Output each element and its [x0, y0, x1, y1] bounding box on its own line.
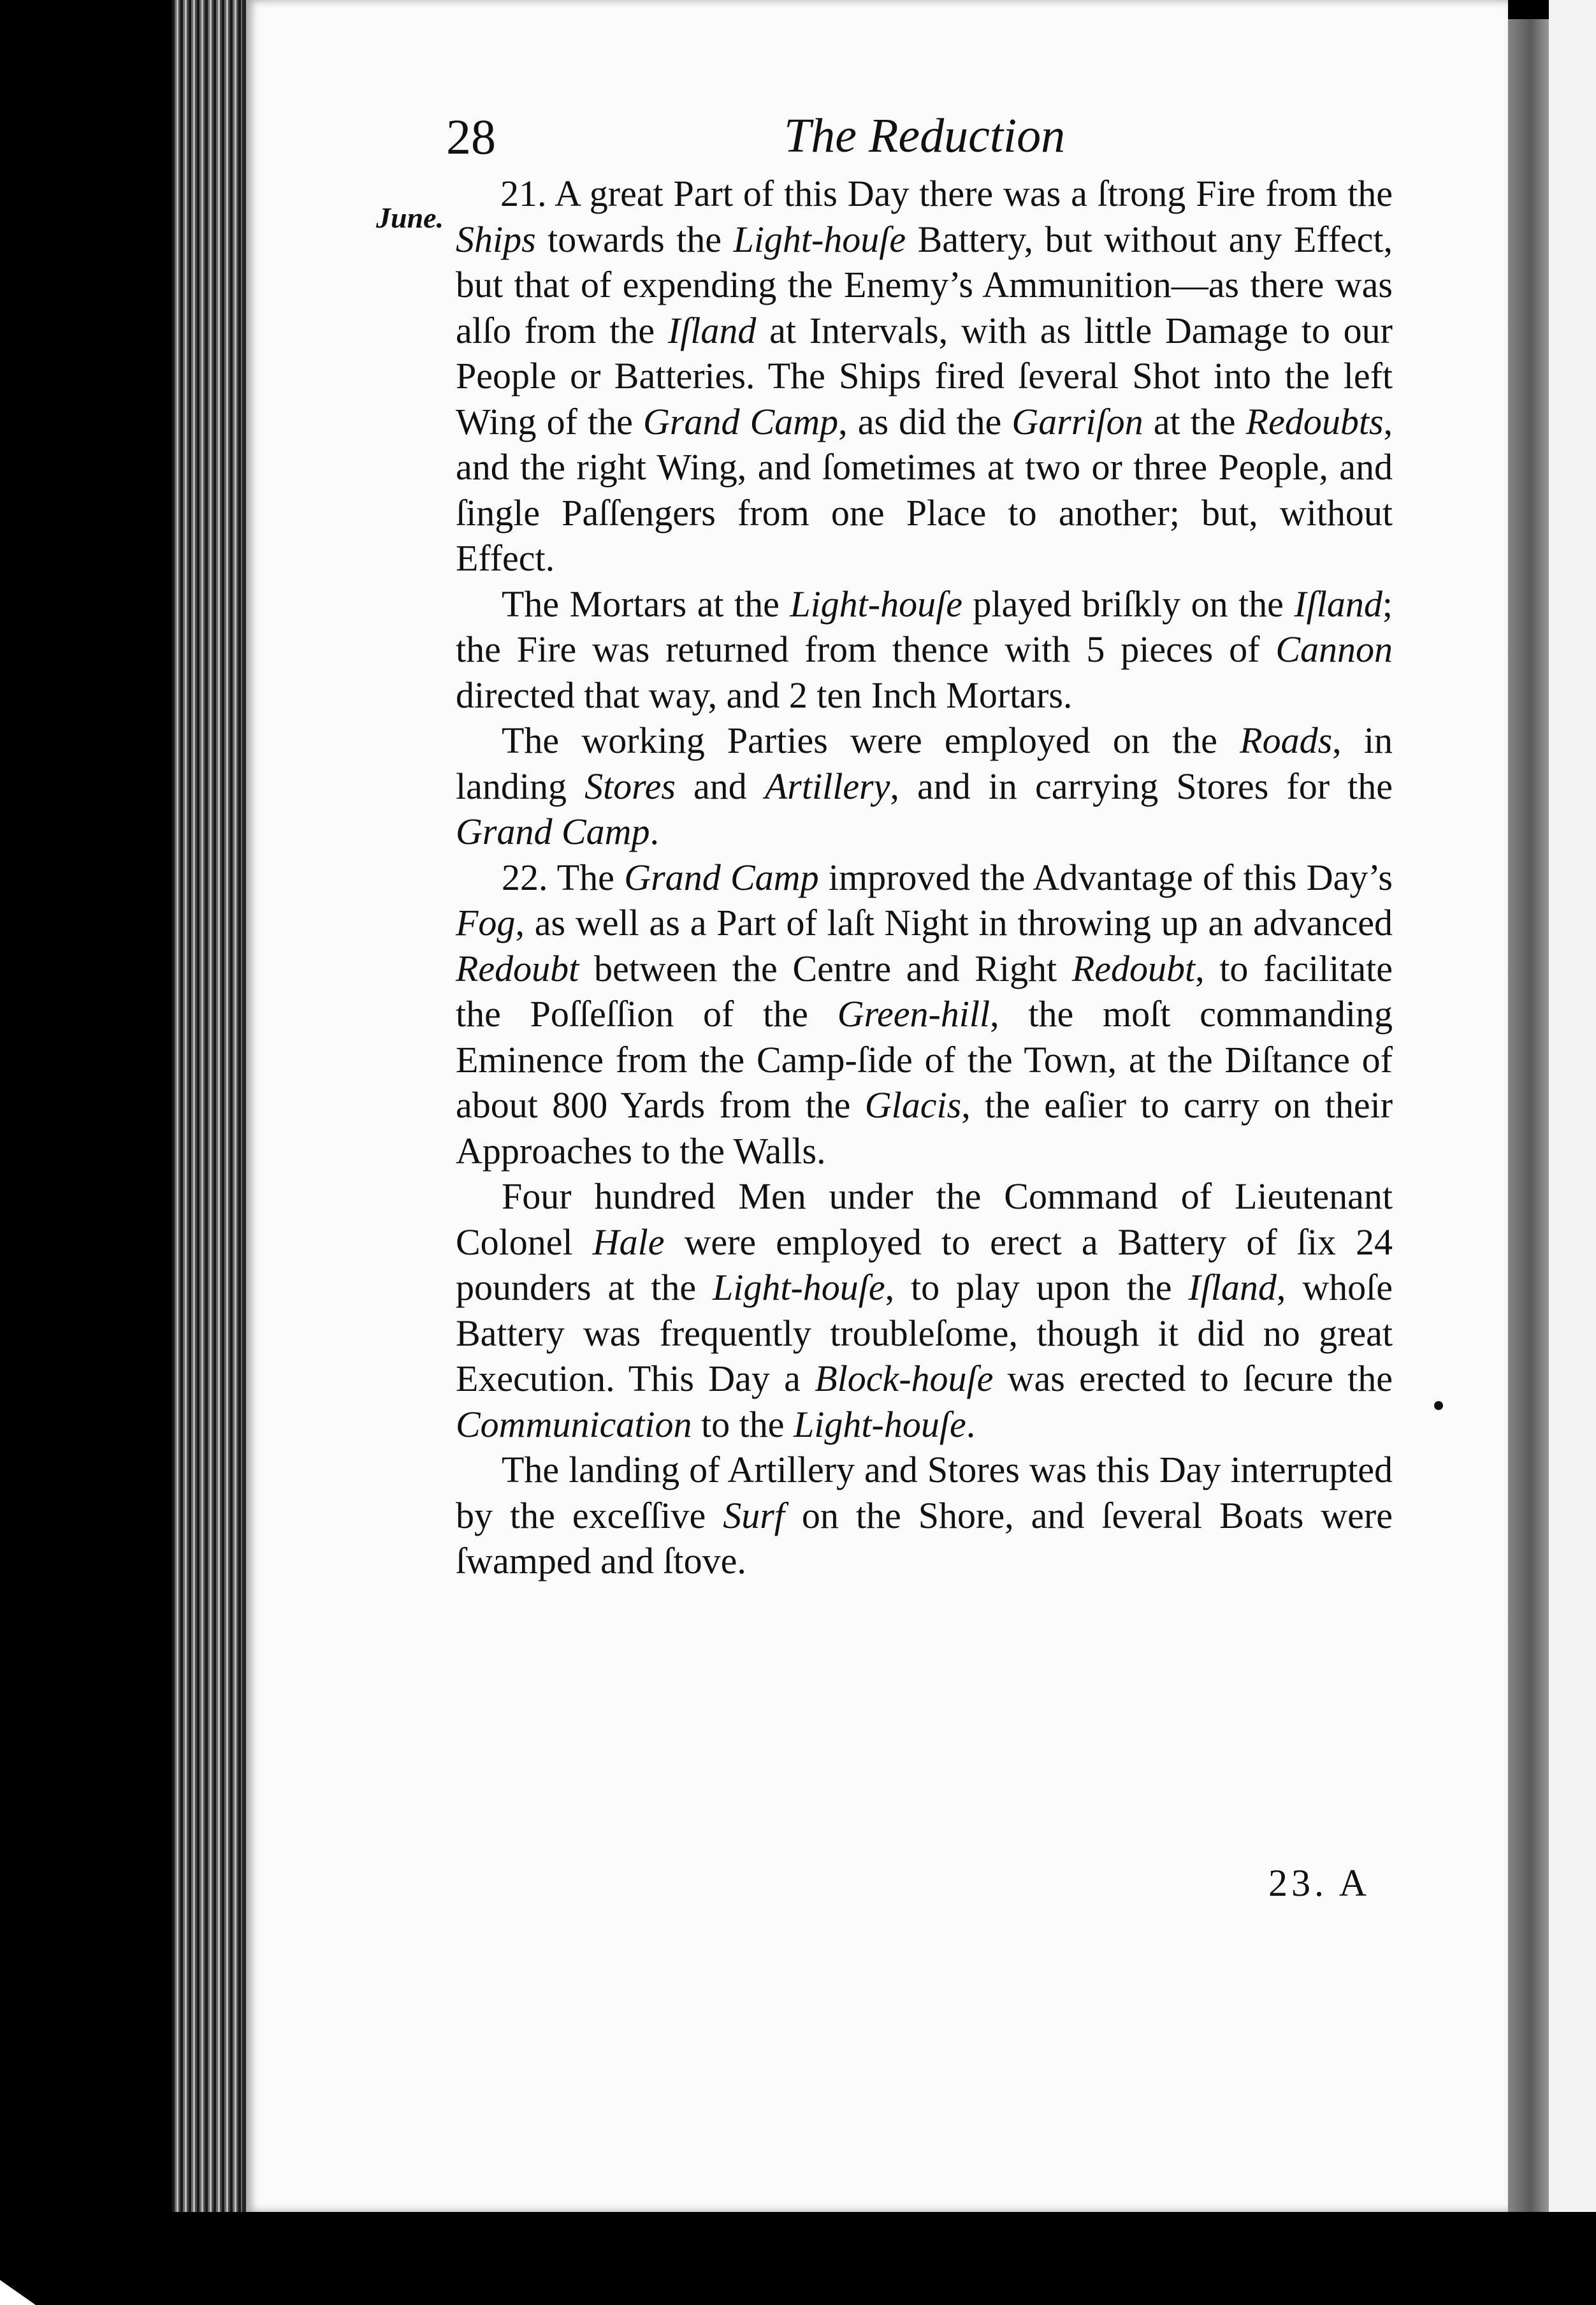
text-run: played briſkly on the: [962, 583, 1295, 625]
italic-term: Surf: [723, 1494, 785, 1536]
text-run: , whoſe Battery was frequently troubleſome, though it did no great Execution. This Day a: [456, 1267, 1393, 1399]
italic-term: Communication: [456, 1403, 692, 1445]
ink-speck: [1434, 1401, 1443, 1410]
text-run: Four hundred Men under the Command of Lieutenant Colonel: [456, 1175, 1393, 1263]
italic-term: Artillery: [764, 765, 890, 807]
paragraph: [456, 1447, 1393, 1584]
italic-term: Iſland: [667, 309, 757, 351]
text-run: .: [966, 1403, 976, 1445]
paragraph: [456, 1174, 1393, 1447]
italic-term: Light-houſe: [794, 1403, 966, 1445]
text-run: towards the: [535, 218, 734, 260]
book-page-edges-lower: [172, 2212, 246, 2305]
text-run: were employed to erect a Battery of ſix 24 pounders at the: [456, 1221, 1393, 1308]
text-run: to the: [692, 1403, 794, 1445]
italic-term: Ships: [456, 218, 536, 260]
text-run: at the: [1143, 400, 1246, 442]
italic-term: Fog: [456, 902, 516, 943]
italic-term: Light-houſe: [733, 218, 906, 260]
margin-note-month: June.: [376, 201, 444, 234]
text-run: , the eaſier to carry on their Approaches to the Walls.: [456, 1084, 1393, 1172]
page-header: [446, 108, 1434, 178]
page-number: 28: [446, 109, 496, 164]
text-run: , and the right Wing, and ſometimes at two or three People, and ſingle Paſſengers from one Place to another; but, without Effect.: [456, 400, 1393, 579]
text-run: on the Shore, and ſeveral Boats were ſwamped and ſtove.: [456, 1494, 1393, 1582]
italic-term: Stores: [584, 765, 676, 807]
italic-term: Garriſon: [1012, 400, 1143, 442]
italic-term: Light-houſe: [712, 1267, 885, 1308]
scan-bottom-margin: [246, 2212, 1596, 2305]
italic-term: Grand Camp: [456, 811, 650, 852]
text-run: .: [649, 811, 660, 852]
text-run: , to facilitate the Poſſeſſion of the: [456, 947, 1393, 1035]
text-run: , as well as a Part of laſt Night in throwing up an advanced: [515, 902, 1393, 943]
facing-page-edge: [1549, 0, 1596, 2212]
text-run: 21. A great Part of this Day there was a ſtrong Fire from the: [500, 173, 1393, 214]
italic-term: Roads: [1240, 720, 1333, 761]
italic-term: Iſland: [1188, 1267, 1277, 1308]
text-run: 22. The: [502, 856, 625, 898]
paragraph: [456, 171, 1393, 581]
catchword: 23. A: [1268, 1862, 1371, 1904]
text-run: , as did the: [838, 400, 1012, 442]
body-text: [456, 171, 1393, 1584]
text-run: was erected to ſecure the: [993, 1358, 1393, 1399]
italic-term: Grand Camp: [624, 856, 819, 898]
italic-term: Green-hill: [837, 993, 990, 1035]
gutter-shadow: [1504, 19, 1549, 2212]
text-run: , to play upon the: [885, 1267, 1189, 1308]
book-page-edges: [172, 0, 246, 2212]
paragraph: [456, 718, 1393, 855]
italic-term: Hale: [592, 1221, 665, 1263]
italic-term: Redoubt: [1071, 947, 1196, 989]
paragraph: [456, 581, 1393, 718]
text-run: Battery, but without any Effect, but that of expending the Enemy’s Ammunition—as there was alſo from the: [456, 218, 1393, 351]
italic-term: Redoubts: [1245, 400, 1384, 442]
italic-term: Glacis: [864, 1084, 962, 1126]
text-run: improved the Advantage of this Day’s: [818, 856, 1393, 898]
text-run: , and in carrying Stores for the: [890, 765, 1393, 807]
text-run: The landing of Artillery and Stores was this Day interrupted by the exceſſive: [456, 1449, 1393, 1536]
italic-term: Grand Camp: [643, 400, 839, 442]
italic-term: Cannon: [1275, 629, 1393, 670]
text-run: at Intervals, with as little Damage to our People or Batteries. The Ships fired ſeveral Shot into the left Wing of the: [456, 309, 1393, 442]
text-run: , in landing: [456, 720, 1393, 807]
text-run: between the Centre and Right: [579, 947, 1072, 989]
italic-term: Redoubt: [456, 947, 579, 989]
italic-term: Light-houſe: [790, 583, 962, 625]
text-run: directed that way, and 2 ten Inch Mortars.: [456, 674, 1073, 716]
scan-left-margin: [0, 0, 172, 2305]
italic-term: Block-houſe: [815, 1358, 994, 1399]
paragraph: [456, 855, 1393, 1174]
italic-term: Iſland: [1294, 583, 1382, 625]
running-title: The Reduction: [784, 109, 1066, 163]
text-run: , the moſt commanding Eminence from the Camp-ſide of the Town, at the Diſtance of about 800 Yards from the: [456, 993, 1393, 1126]
text-run: The Mortars at the: [502, 583, 790, 625]
text-run: ; the Fire was returned from thence with 5 pieces of: [456, 583, 1393, 670]
text-run: and: [675, 765, 765, 807]
text-run: The working Parties were employed on the: [502, 720, 1240, 761]
